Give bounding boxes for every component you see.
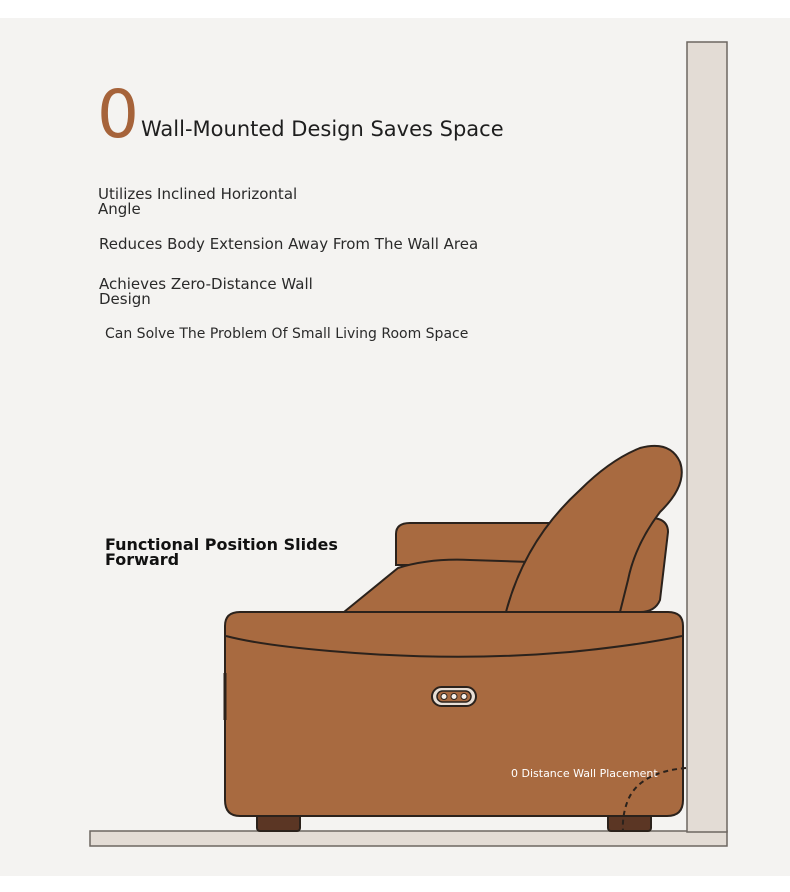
page-title: Wall-Mounted Design Saves Space — [141, 117, 504, 141]
recline-button — [432, 687, 476, 706]
feature-line: Design — [99, 290, 151, 308]
seat-cushion — [344, 560, 530, 612]
hero-digit: 0 — [97, 76, 139, 153]
feature-line: Utilizes Inclined Horizontal — [98, 185, 298, 203]
feature-line: Can Solve The Problem Of Small Living Room Space — [105, 326, 469, 342]
feature-item — [98, 187, 297, 217]
feature-item — [99, 277, 313, 307]
wall-distance-label: 0 Distance Wall Placement — [511, 767, 658, 780]
feature-item — [99, 237, 478, 252]
feature-item — [105, 327, 468, 342]
callout-label — [105, 537, 338, 567]
callout-line: Forward — [105, 550, 180, 569]
callout-line: Functional Position Slides — [105, 535, 338, 554]
feature-line: Achieves Zero-Distance Wall — [99, 275, 313, 293]
feature-line: Angle — [98, 200, 141, 218]
wall — [687, 42, 727, 832]
floor — [90, 831, 727, 846]
sofa-base — [225, 612, 683, 816]
feature-line: Reduces Body Extension Away From The Wall Area — [99, 235, 479, 253]
